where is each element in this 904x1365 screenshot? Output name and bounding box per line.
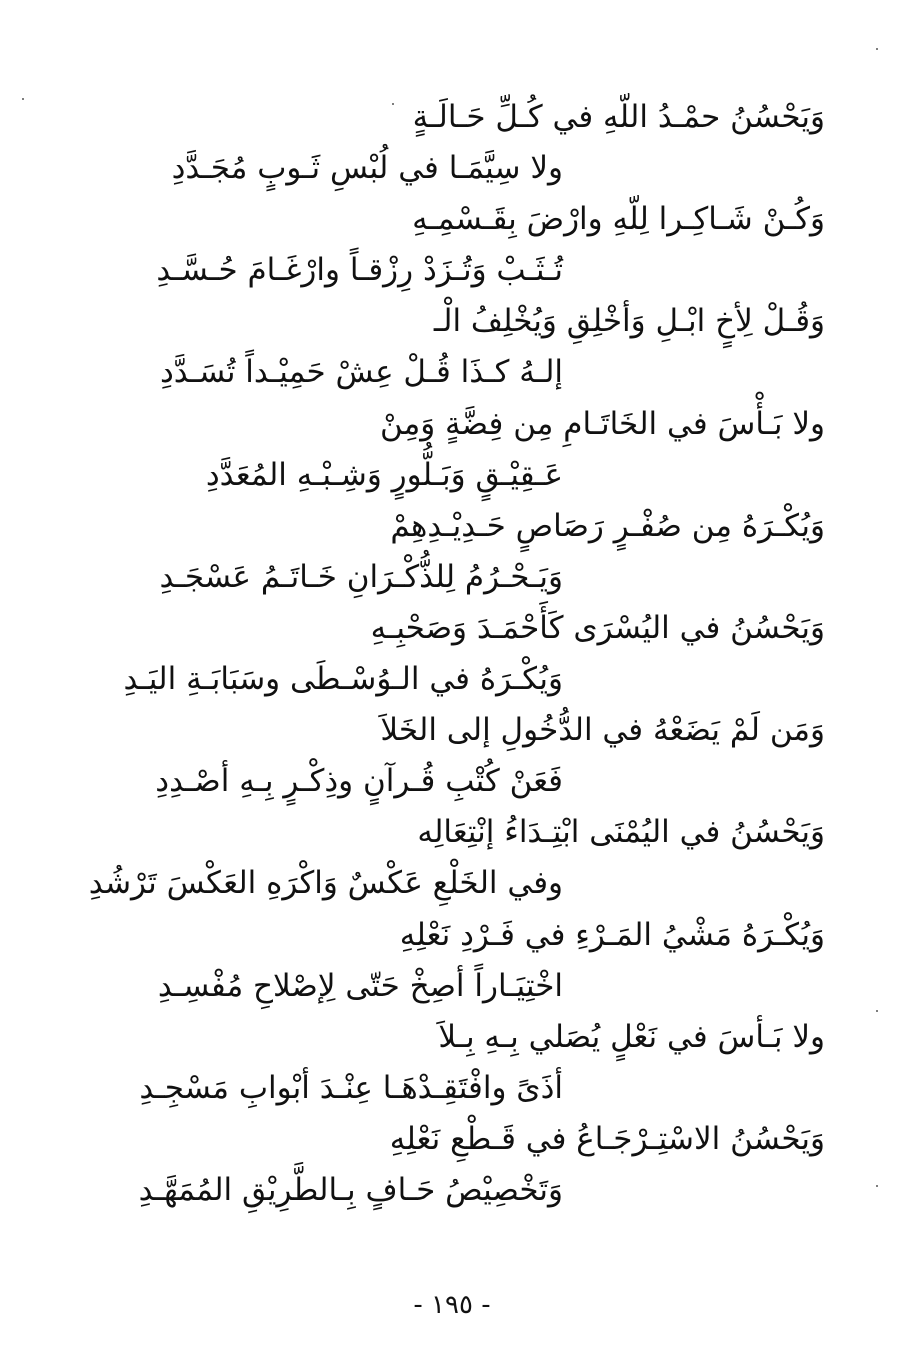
verse-second-hemistich (120, 245, 825, 296)
hemistich-text: وَقُـلْ لِأخٍ ابْـلِ وَأخْلِقِ وَيُخْلِفُ الْـ (433, 303, 825, 340)
hemistich-text: أذَىً وافْتَقِـدْهَـا عِنْـدَ أبْوابِ مَسْجِـدِ (139, 1069, 563, 1106)
hemistich-text: عَـقِيْـقٍ وَبَـلُّورٍ وَشِـبْـهِ المُعَدَّدِ (205, 456, 563, 493)
hemistich-text: وَكُـنْ شَـاكِـرا لِلّهِ وارْضَ بِقَـسْمِـهِ (412, 201, 825, 238)
verse-first-hemistich (120, 807, 825, 858)
verse-first-hemistich (120, 501, 825, 552)
verse-second-hemistich (120, 347, 825, 398)
speck (876, 1010, 878, 1012)
hemistich-text: وَيُكْـرَهُ مِن صُفْـرٍ رَصَاصٍ حَـدِيْـدِهِمْ (390, 507, 825, 544)
verse-first-hemistich (120, 194, 825, 245)
hemistich-text: ولا بَـأسَ في نَعْلٍ يُصَلي بِـهِ بِـلاَ (438, 1018, 825, 1055)
verse-second-hemistich (120, 1063, 825, 1114)
verse-second-hemistich (120, 143, 825, 194)
verse-second-hemistich (120, 450, 825, 501)
hemistich-text: وَتَخْصِيْصُ حَـافٍ بِـالطَّرِيْقِ المُمَهَّـدِ (138, 1171, 563, 1208)
verse-second-hemistich (120, 552, 825, 603)
verse-first-hemistich (120, 910, 825, 961)
verse-first-hemistich (120, 399, 825, 450)
verse-second-hemistich (120, 654, 825, 705)
verse-second-hemistich (120, 1165, 825, 1216)
hemistich-text: ولا بَـأْسَ في الخَاتَـامِ مِن فِضَّةٍ وَمِنْ (380, 405, 825, 442)
speck (876, 48, 878, 50)
hemistich-text: وَيُكْـرَهُ مَشْيُ المَـرْءِ في فَـرْدِ نَعْلِهِ (399, 916, 825, 953)
verse-second-hemistich (120, 756, 825, 807)
verse-first-hemistich (120, 705, 825, 756)
hemistich-text: اخْتِيَـاراً أصِخْ حَتّى لِإصْلاحِ مُفْسِـدِ (157, 967, 563, 1004)
verse-first-hemistich (120, 1012, 825, 1063)
hemistich-text: وَيَحْسُنُ حمْـدُ اللّهِ في كُـلِّ حَـالَـةٍ (412, 99, 825, 135)
poem-body (88, 92, 825, 1216)
hemistich-text: وَيُكْـرَهُ في الـوُسْـطَى وسَبَابَـةِ اليَـدِ (123, 661, 563, 698)
hemistich-text: إلـهُ كـذَا قُـلْ عِشْ حَمِيْـداً تُسَـدَّدِ (160, 354, 563, 391)
hemistich-text: وَيَحْسُنُ في اليُسْرَى كَأَحْمَـدَ وَصَحْبِـهِ (370, 609, 825, 646)
hemistich-text: وَيَحْسُنُ الاسْتِـرْجَـاعُ في قَـطْعِ نَعْلِهِ (389, 1120, 825, 1157)
verse-second-hemistich (88, 858, 825, 909)
hemistich-text: وَيَـحْـرُمُ لِلذُّكْـرَانِ خَـاتَـمُ عَسْجَـدِ (159, 558, 563, 595)
verse-first-hemistich (120, 296, 825, 347)
verse-second-hemistich (120, 961, 825, 1012)
verse-first-hemistich (120, 1114, 825, 1165)
verse-first-hemistich (120, 92, 825, 143)
hemistich-text: فَعَنْ كُتْبِ قُـرآنٍ وذِكْـرٍ بِـهِ أصْـدِدِ (155, 763, 563, 800)
hemistich-text: تُـثَـبْ وَتُـزَدْ رِزْقـاً وارْغَـامَ حُـسَّـدِ (156, 252, 563, 289)
speck (876, 1185, 878, 1187)
verse-first-hemistich (120, 603, 825, 654)
page-number: - ١٩٥ - (413, 1290, 491, 1320)
hemistich-text: وَيَحْسُنُ في اليُمْنَى ابْتِـدَاءُ إنْتِعَالِه (417, 814, 825, 851)
hemistich-text: وَمَن لَمْ يَضَعْهُ في الدُّخُولِ إلى الخَلاَ (380, 712, 825, 749)
hemistich-text: ولا سِيَّمَـا في لُبْسِ ثَـوبٍ مُجَـدَّدِ (171, 150, 563, 187)
speck (22, 98, 24, 100)
hemistich-text: وفي الخَلْعِ عَكْسٌ وَاكْرَهِ العَكْسَ تَرْشُدِ (88, 865, 563, 902)
